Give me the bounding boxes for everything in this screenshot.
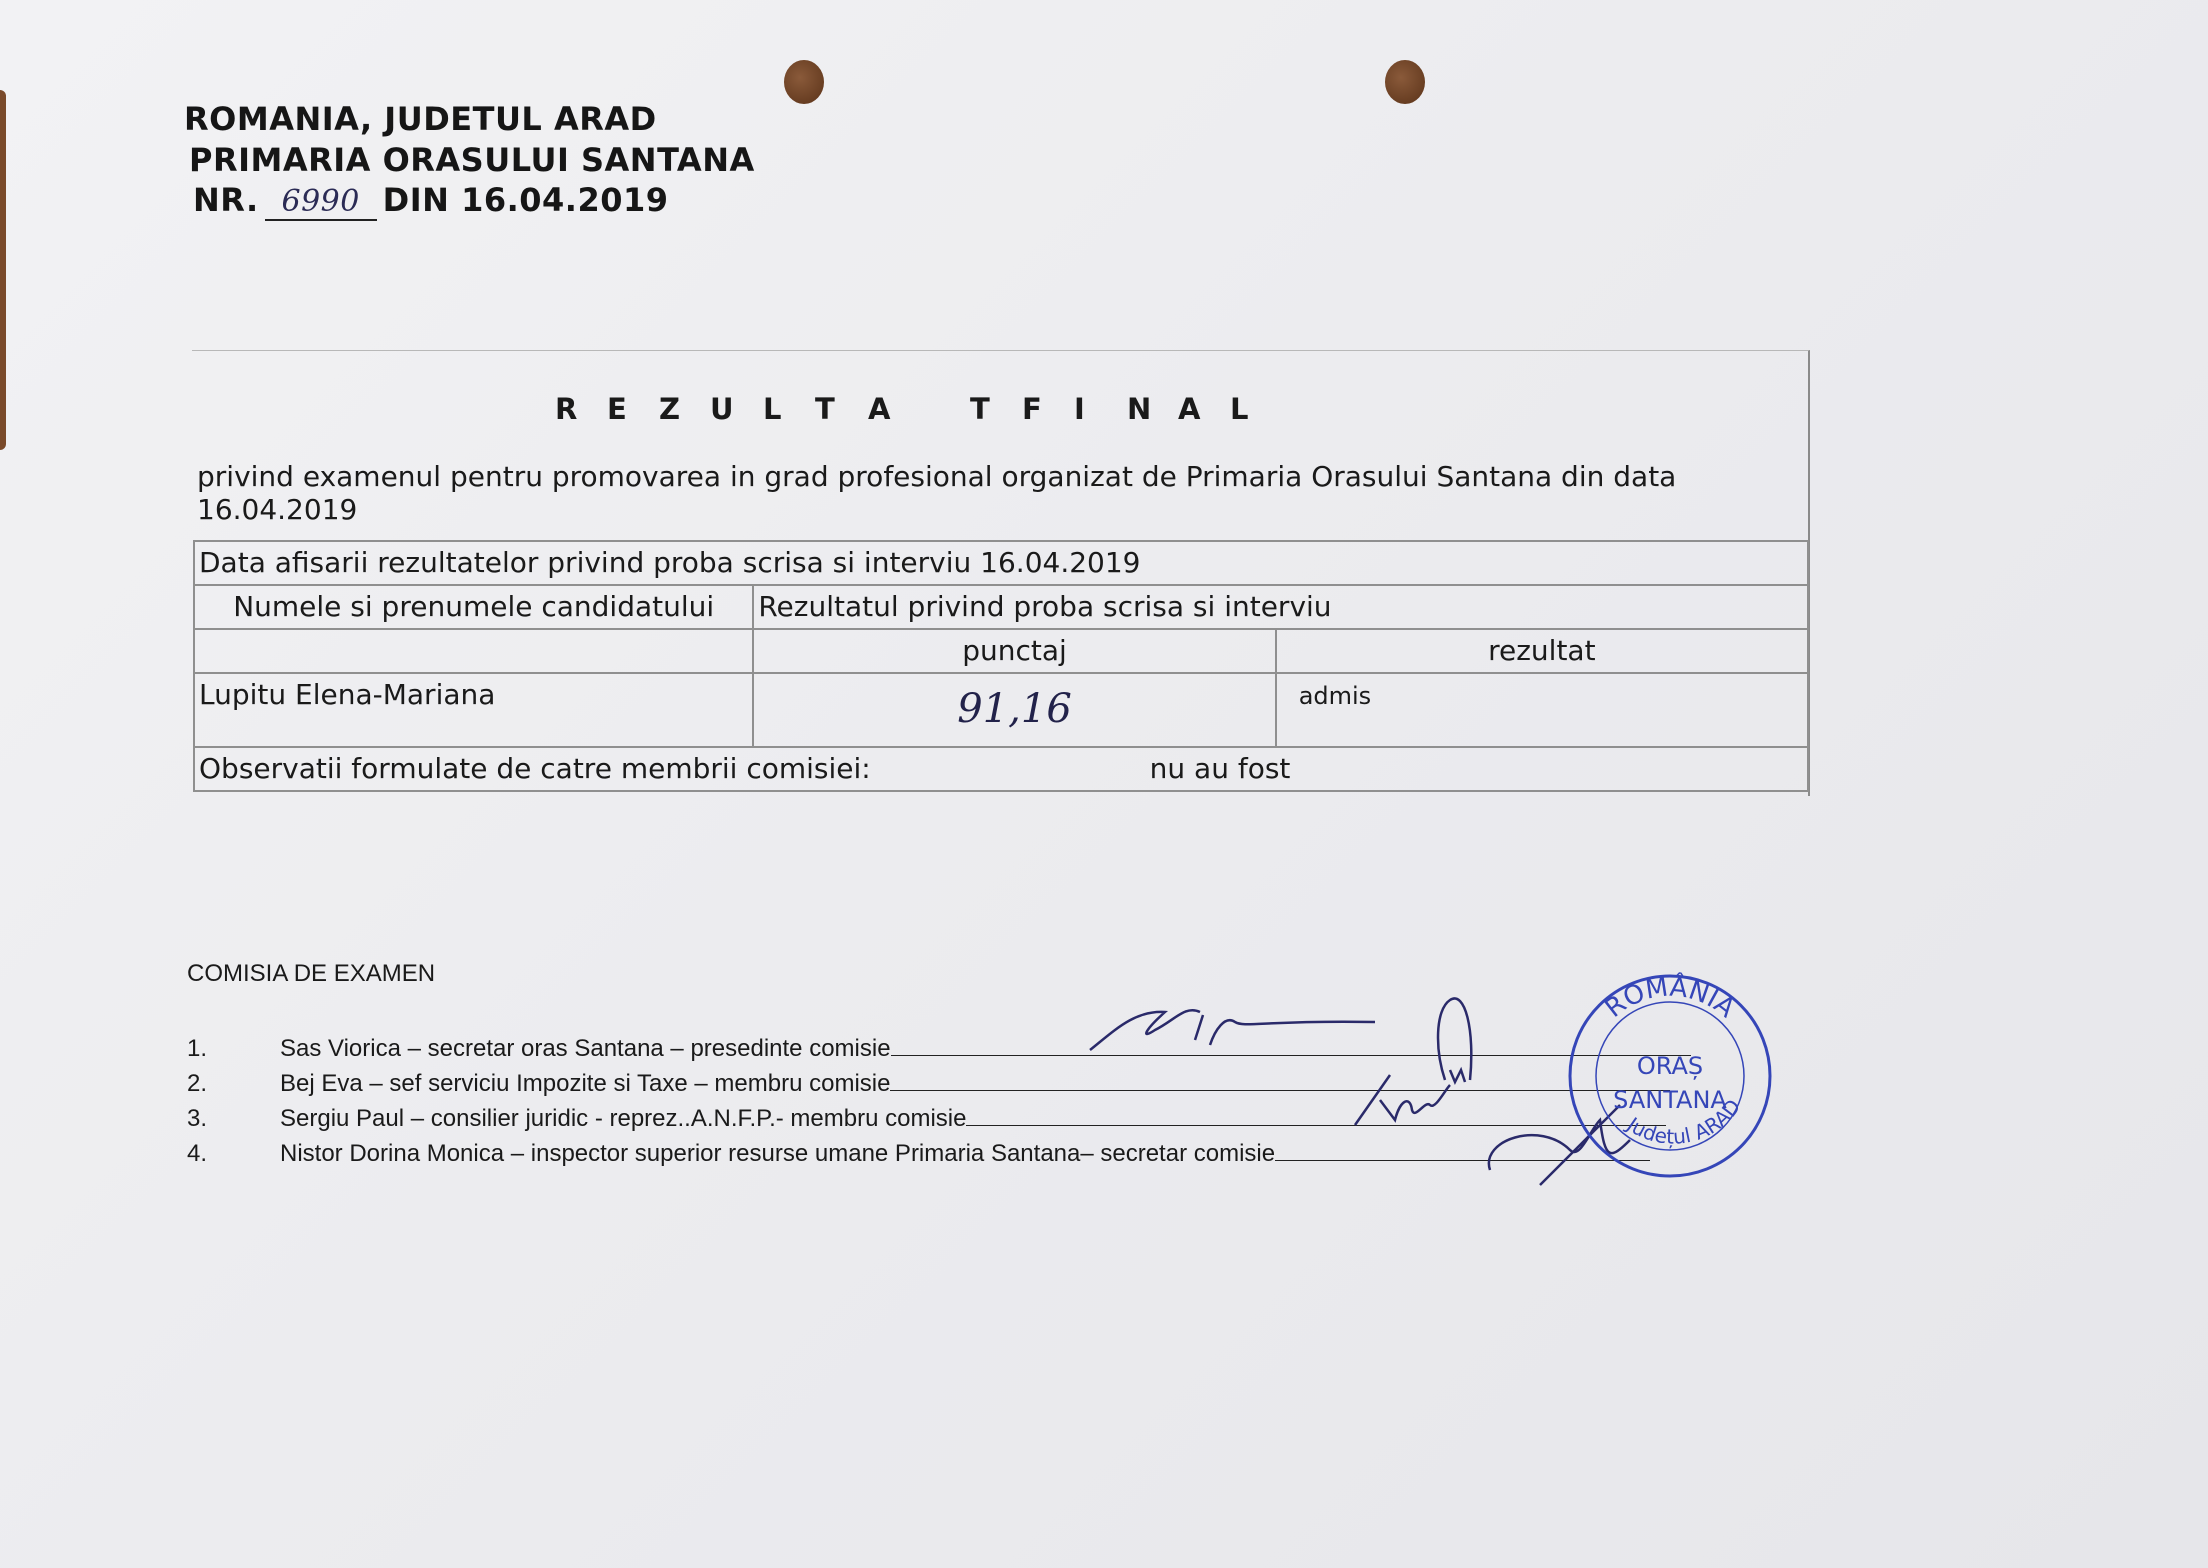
- observations-row: [194, 747, 1808, 791]
- commission-member-4: [187, 1140, 1650, 1168]
- title-letter: N: [1127, 392, 1152, 426]
- result-cell: [1276, 673, 1808, 747]
- title-letter: T: [970, 392, 990, 426]
- svg-text:Județul ARAD: Județul ARAD: [1622, 1094, 1746, 1149]
- member-number: 1.: [187, 1035, 208, 1062]
- title-letter: A: [868, 392, 891, 426]
- header-registration: [193, 181, 669, 221]
- title-letter: U: [710, 392, 734, 426]
- empty-subheader-cell: [194, 629, 753, 673]
- signature-3: [1350, 1070, 1460, 1130]
- observations-value: nu au fost: [1149, 752, 1291, 785]
- registration-date: DIN 16.04.2019: [382, 181, 669, 219]
- punch-hole-right: [1385, 60, 1425, 104]
- registration-number: 6990: [265, 184, 377, 221]
- svg-text:ROMÂNIA: ROMÂNIA: [1599, 972, 1741, 1024]
- candidate-result: admis: [1298, 682, 1372, 710]
- member-number: 4.: [187, 1140, 208, 1167]
- member-text: Bej Eva – sef serviciu Impozite si Taxe – membru comisie: [280, 1070, 891, 1097]
- exam-description: privind examenul pentru promovarea in grad profesional organizat de Primaria Orasului Santana din data 16.04.2019: [197, 460, 1677, 526]
- score-cell: [753, 673, 1275, 747]
- table-row: [194, 541, 1808, 585]
- results-table: [193, 540, 1809, 792]
- table-row: [194, 747, 1808, 791]
- title-letter: Z: [659, 392, 681, 426]
- result-subheader: rezultat: [1276, 629, 1808, 673]
- result-column-header: Rezultatul privind proba scrisa si interviu: [753, 585, 1808, 629]
- title-letter: A: [1178, 392, 1201, 426]
- table-row: [194, 673, 1808, 747]
- table-row: [194, 585, 1808, 629]
- title-letter: E: [607, 392, 627, 426]
- svg-text:SANTANA: SANTANA: [1613, 1086, 1727, 1114]
- name-column-header: Numele si prenumele candidatului: [194, 585, 753, 629]
- title-letter: T: [815, 392, 835, 426]
- member-number: 3.: [187, 1105, 208, 1132]
- title-letter: R: [555, 392, 578, 426]
- header-institution: PRIMARIA ORASULUI SANTANA: [189, 141, 755, 179]
- member-text: Sas Viorica – secretar oras Santana – presedinte comisie: [280, 1035, 891, 1062]
- display-date-cell: Data afisarii rezultatelor privind proba scrisa si interviu 16.04.2019: [194, 541, 1808, 585]
- signature-1: [1085, 1000, 1385, 1060]
- score-subheader: punctaj: [753, 629, 1275, 673]
- table-row: [194, 629, 1808, 673]
- title-letter: L: [763, 392, 782, 426]
- svg-text:ORAȘ: ORAȘ: [1636, 1052, 1704, 1080]
- official-stamp: [1560, 966, 1780, 1186]
- commission-heading: COMISIA DE EXAMEN: [187, 960, 436, 987]
- observations-label: Observatii formulate de catre membrii comisiei:: [199, 752, 871, 785]
- signature-line: [890, 1070, 1670, 1091]
- member-text: Sergiu Paul – consilier juridic - reprez..A.N.F.P.- membru comisie: [280, 1105, 967, 1132]
- member-number: 2.: [187, 1070, 208, 1097]
- header-county: ROMANIA, JUDETUL ARAD: [184, 100, 657, 138]
- registration-prefix: NR.: [193, 181, 259, 219]
- title-letter: I: [1074, 392, 1085, 426]
- member-text: Nistor Dorina Monica – inspector superior resurse umane Primaria Santana– secretar comisie: [280, 1140, 1276, 1167]
- desk-edge: [0, 90, 6, 450]
- title-letter: L: [1230, 392, 1249, 426]
- title-letter: F: [1022, 392, 1042, 426]
- candidate-name: Lupitu Elena-Mariana: [194, 673, 753, 747]
- candidate-score: 91,16: [957, 686, 1072, 732]
- punch-hole-left: [784, 60, 824, 104]
